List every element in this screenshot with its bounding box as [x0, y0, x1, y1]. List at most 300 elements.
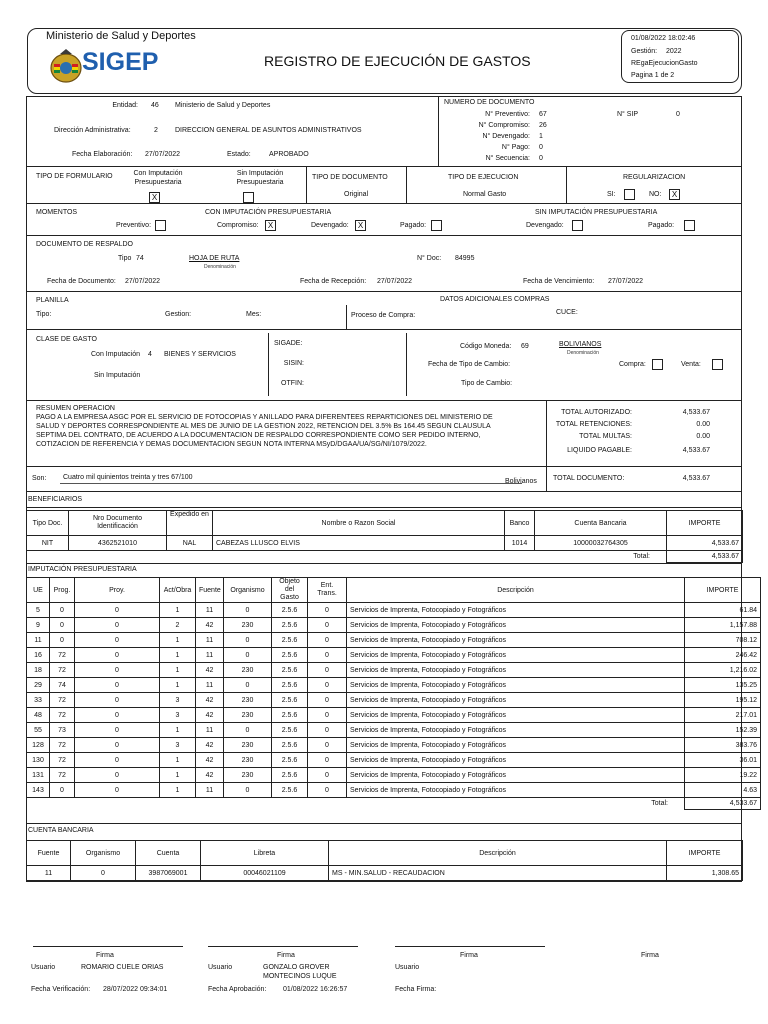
clase-con-code: 4	[148, 351, 152, 358]
son-currency: Bolivianos	[505, 478, 537, 485]
devengado-value: 1	[539, 133, 543, 140]
usuario-label-1: Usuario	[31, 964, 56, 971]
table-row-cell: 55	[27, 723, 50, 738]
total-documento-label: TOTAL DOCUMENTO:	[553, 475, 625, 482]
fecha-aprobacion-label: Fecha Aprobación:	[208, 986, 267, 993]
table-row-cell: 0	[50, 783, 75, 798]
table-row-cell: NAL	[167, 536, 213, 551]
sin-imputacion-label: Sin Imputación Presupuestaria	[236, 170, 284, 186]
fecha-elaboracion-label: Fecha Elaboración:	[72, 151, 133, 158]
total-documento-value: 4,533.67	[682, 475, 710, 482]
table-row-cell: 2.5.6	[272, 708, 308, 723]
table-row-cell: 16	[27, 648, 50, 663]
con-imputacion-title: CON IMPUTACIÓN PRESUPUESTARIA	[205, 209, 332, 216]
secuencia-label: N° Secuencia:	[485, 155, 530, 162]
sin-imputacion-title: SIN IMPUTACIÓN PRESUPUESTARIA	[535, 209, 658, 216]
table-row-cell: 0	[224, 603, 272, 618]
table-row-cell: 0	[224, 723, 272, 738]
table-row-cell: 3987069001	[136, 866, 201, 881]
ben-header-nro: Nro Documento Identificación	[69, 511, 167, 536]
table-row-cell: 0	[224, 648, 272, 663]
table-row-cell: 73	[50, 723, 75, 738]
doc-respaldo-tipo-value: 74	[136, 255, 144, 262]
table-row-cell: 2	[160, 618, 196, 633]
firma-label-3: Firma	[460, 952, 478, 959]
table-row-cell: 72	[50, 708, 75, 723]
table-row-cell: 42	[196, 738, 224, 753]
signature-line-1	[33, 946, 183, 947]
table-row-cell: 72	[50, 738, 75, 753]
doc-respaldo-denominacion: Denominación	[204, 264, 236, 270]
total-multas-value: 0.00	[696, 433, 710, 440]
table-row-cell: Servicios de Imprenta, Fotocopiado y Fotográficos	[347, 603, 685, 618]
table-row-cell: 130	[27, 753, 50, 768]
preventivo-moment-checkbox[interactable]	[155, 220, 166, 231]
entidad-code: 46	[151, 102, 159, 109]
table-row-cell: MS - MIN.SALUD - RECAUDACION	[329, 866, 667, 881]
table-row	[27, 603, 761, 618]
table-row-cell: 11	[196, 783, 224, 798]
table-row-cell: 0	[308, 693, 347, 708]
table-row-cell: 143	[27, 783, 50, 798]
cta-header-libreta: Libreta	[201, 841, 329, 866]
table-row-cell: 00046021109	[201, 866, 329, 881]
table-row-cell: 0	[50, 633, 75, 648]
table-row-cell: 2.5.6	[272, 618, 308, 633]
ben-header-importe: IMPORTE	[667, 511, 743, 536]
table-row-cell: 2.5.6	[272, 738, 308, 753]
firma-label-2: Firma	[277, 952, 295, 959]
total-retenciones-value: 0.00	[696, 421, 710, 428]
cuce-label: CUCE:	[556, 309, 578, 316]
table-row-cell: 10000032764305	[535, 536, 667, 551]
table-row-cell: 29	[27, 678, 50, 693]
table-row-cell: Servicios de Imprenta, Fotocopiado y Fotográficos	[347, 738, 685, 753]
table-row-cell: 48	[27, 708, 50, 723]
table-row	[27, 708, 761, 723]
usuario-label-2: Usuario	[208, 964, 233, 971]
signature-line-3	[395, 946, 545, 947]
table-row-cell: 11	[196, 678, 224, 693]
ben-total-value: 4,533.67	[667, 551, 743, 563]
table-row-cell: 2.5.6	[272, 768, 308, 783]
table-row-cell: 1	[160, 723, 196, 738]
moneda-name: BOLIVIANOS	[559, 341, 602, 348]
table-row-cell: 11	[196, 723, 224, 738]
devengado-moment-checkbox[interactable]: X	[355, 220, 366, 231]
momentos-label: MOMENTOS	[36, 209, 78, 216]
regularizacion-si-checkbox[interactable]	[624, 189, 635, 200]
table-row-cell: Servicios de Imprenta, Fotocopiado y Fotográficos	[347, 768, 685, 783]
resumen-line-2: SALUD Y DEPORTES CORRESPONDIENTE AL MES DE JUNIO DE LA GESTION 2022, RETENCION DEL 3.5% Bs 164.45 SEGUN CLAUSULA	[36, 423, 491, 430]
table-row-cell: 230	[224, 618, 272, 633]
table-row-cell: 42	[196, 768, 224, 783]
table-row-cell: 42	[196, 693, 224, 708]
fecha-documento-value: 27/07/2022	[125, 278, 161, 285]
pago-label: N° Pago:	[501, 144, 530, 151]
clase-con-label: Con Imputación	[91, 351, 141, 358]
table-row-cell: 0	[75, 753, 160, 768]
total-retenciones-label: TOTAL RETENCIONES:	[555, 421, 632, 428]
table-row-cell: Servicios de Imprenta, Fotocopiado y Fotográficos	[347, 783, 685, 798]
cta-header-descripcion: Descripción	[329, 841, 667, 866]
devengado-moment-label: Devengado:	[311, 222, 349, 229]
table-row-cell: 3	[160, 738, 196, 753]
table-row-cell: 3	[160, 693, 196, 708]
firma-label-1: Firma	[96, 952, 114, 959]
ben-header-cuenta: Cuenta Bancaria	[535, 511, 667, 536]
regularizacion-si-label: SI:	[607, 191, 616, 198]
table-row-cell: Servicios de Imprenta, Fotocopiado y Fotográficos	[347, 633, 685, 648]
table-row-cell: 0	[308, 723, 347, 738]
sisin-label: SISIN:	[283, 360, 304, 367]
table-row-cell: 0	[75, 723, 160, 738]
table-row-cell: 230	[224, 663, 272, 678]
table-row	[27, 723, 761, 738]
sin-pagado-checkbox[interactable]	[684, 220, 695, 231]
imp-total-value: 4,533.67	[685, 798, 761, 810]
doc-respaldo-name: HOJA DE RUTA	[189, 255, 240, 262]
table-row-cell: 0	[308, 648, 347, 663]
table-row-cell: 0	[75, 678, 160, 693]
table-row	[27, 768, 761, 783]
fecha-vencimiento-label: Fecha de Vencimiento:	[523, 278, 595, 285]
table-row-cell: 230	[224, 768, 272, 783]
table-row-cell: 0	[71, 866, 136, 881]
sip-label: N° SIP	[617, 111, 639, 118]
table-row-cell: 2.5.6	[272, 648, 308, 663]
resumen-line-1: PAGO A LA EMPRESA ASGC POR EL SERVICIO DE FOTOCOPIAS Y ANILLADO PARA DIFERENTEES REPARTICIONES DEL MINISTERIO DE	[36, 414, 493, 421]
regularizacion-no-label: NO:	[649, 191, 662, 198]
table-row-cell: 19.22	[685, 768, 761, 783]
table-row-cell: 195.12	[685, 693, 761, 708]
gestion-value: 2022	[666, 48, 682, 55]
fecha-elaboracion-value: 27/07/2022	[145, 151, 181, 158]
table-row-cell: 135.25	[685, 678, 761, 693]
table-row-cell: 230	[224, 738, 272, 753]
doc-respaldo-tipo-label: Tipo	[118, 255, 132, 262]
table-row	[27, 738, 761, 753]
ben-header-tipo: Tipo Doc.	[27, 511, 69, 536]
table-row-cell: 0	[308, 738, 347, 753]
table-row-cell: 72	[50, 663, 75, 678]
fecha-documento-label: Fecha de Documento:	[47, 278, 116, 285]
table-row-cell: 0	[308, 783, 347, 798]
table-row-cell: 1014	[505, 536, 535, 551]
table-row-cell: 708.12	[685, 633, 761, 648]
usuario-name-2a: GONZALO GROVER	[263, 964, 330, 971]
total-autorizado-label: TOTAL AUTORIZADO:	[561, 409, 632, 416]
table-row-cell: 0	[308, 633, 347, 648]
table-row-cell: Servicios de Imprenta, Fotocopiado y Fotográficos	[347, 648, 685, 663]
table-row	[27, 783, 761, 798]
table-row-cell: 230	[224, 753, 272, 768]
table-row-cell: 0	[75, 603, 160, 618]
table-row-cell: Servicios de Imprenta, Fotocopiado y Fotográficos	[347, 678, 685, 693]
estado-value: APROBADO	[269, 151, 309, 158]
fecha-firma-label: Fecha Firma:	[395, 986, 437, 993]
otfin-label: OTFIN:	[281, 380, 304, 387]
ndoc-label: N° Doc:	[417, 255, 442, 262]
fecha-aprobacion-value: 01/08/2022 16:26:57	[283, 986, 348, 993]
venta-checkbox[interactable]	[712, 359, 723, 370]
entidad-label: Entidad:	[112, 102, 138, 109]
table-row-cell: 1	[160, 648, 196, 663]
resumen-label: RESUMEN OPERACION	[36, 405, 115, 412]
table-row-cell: 1	[160, 678, 196, 693]
compra-checkbox[interactable]	[652, 359, 663, 370]
table-row-cell: 42	[196, 753, 224, 768]
table-row-cell: 0	[75, 618, 160, 633]
beneficiarios-label: BENEFICIARIOS	[28, 496, 83, 503]
con-imputacion-checkbox[interactable]: X	[149, 192, 160, 203]
table-row-cell: 4362521010	[69, 536, 167, 551]
son-value: Cuatro mil quinientos treinta y tres 67/100	[63, 474, 193, 481]
table-row-cell: 1,308.65	[667, 866, 743, 881]
report-title: REGISTRO DE EJECUCIÓN DE GASTOS	[264, 53, 531, 69]
table-row-cell: 72	[50, 753, 75, 768]
planilla-label: PLANILLA	[36, 297, 69, 304]
sin-pagado-label: Pagado:	[648, 222, 675, 229]
table-row-cell: 0	[224, 783, 272, 798]
dir-admin-name: DIRECCION GENERAL DE ASUNTOS ADMINISTRATIVOS	[175, 127, 362, 134]
table-row-cell: 0	[75, 783, 160, 798]
table-row-cell: 0	[50, 603, 75, 618]
table-row-cell: 2.5.6	[272, 663, 308, 678]
table-row-cell: Servicios de Imprenta, Fotocopiado y Fotográficos	[347, 618, 685, 633]
table-row-cell: Servicios de Imprenta, Fotocopiado y Fotográficos	[347, 693, 685, 708]
secuencia-value: 0	[539, 155, 543, 162]
imp-header-descripcion: Descripción	[347, 578, 685, 603]
regularizacion-no-checkbox[interactable]: X	[669, 189, 680, 200]
page-number: Pagina 1 de 2	[631, 72, 675, 79]
gestion-label: Gestión:	[631, 48, 658, 55]
sin-devengado-label: Devengado:	[526, 222, 564, 229]
table-row-cell: 0	[50, 618, 75, 633]
ben-total-label: Total:	[27, 551, 667, 563]
table-row-cell: Servicios de Imprenta, Fotocopiado y Fotográficos	[347, 708, 685, 723]
clase-con-value: BIENES Y SERVICIOS	[164, 351, 236, 358]
tipo-cambio-label: Tipo de Cambio:	[461, 380, 513, 387]
clase-sin-label: Sin Imputación	[94, 372, 141, 379]
dir-admin-code: 2	[154, 127, 158, 134]
resumen-line-3: SEPTIMA DEL CONTRATO, DE ACUERDO A LA DOCUMENTACION DE RESPALDO CORRESPONDIENTE COMO SER PEDIDO INTERNO,	[36, 432, 481, 439]
report-datetime: 01/08/2022 18:02:46	[631, 35, 696, 42]
pago-value: 0	[539, 144, 543, 151]
table-row-cell: 2.5.6	[272, 633, 308, 648]
ben-header-expedido: Expedido en	[167, 511, 213, 536]
table-row-cell: 246.42	[685, 648, 761, 663]
compromiso-label: N° Compromiso:	[478, 122, 530, 129]
table-row	[27, 648, 761, 663]
fecha-vencimiento-value: 27/07/2022	[608, 278, 644, 285]
ndoc-value: 84995	[455, 255, 475, 262]
table-row-cell: 0	[75, 708, 160, 723]
table-row-cell: 42	[196, 663, 224, 678]
table-row-cell: 2.5.6	[272, 693, 308, 708]
total-multas-label: TOTAL MULTAS:	[579, 433, 632, 440]
liquido-pagable-label: LIQUIDO PAGABLE:	[567, 447, 632, 454]
table-row	[27, 618, 761, 633]
fecha-verificacion-value: 28/07/2022 09:34:01	[103, 986, 168, 993]
tipo-ejecucion-value: Normal Gasto	[463, 191, 507, 198]
fecha-verificacion-label: Fecha Verificación:	[31, 986, 91, 993]
table-row-cell: 0	[75, 693, 160, 708]
cuenta-bancaria-label: CUENTA BANCARIA	[28, 827, 94, 834]
sigade-label: SIGADE:	[274, 340, 303, 347]
table-row-cell: 0	[308, 618, 347, 633]
cta-header-organismo: Organismo	[71, 841, 136, 866]
table-row-cell: 4.63	[685, 783, 761, 798]
planilla-mes-label: Mes:	[246, 311, 262, 318]
fecha-recepcion-label: Fecha de Recepción:	[300, 278, 367, 285]
table-row-cell: 0	[75, 768, 160, 783]
table-row-cell: 2.5.6	[272, 723, 308, 738]
table-row-cell: 230	[224, 693, 272, 708]
table-row-cell: 11	[196, 633, 224, 648]
cta-header-cuenta: Cuenta	[136, 841, 201, 866]
imp-header-objeto: Objeto del Gasto	[272, 578, 308, 603]
table-row-cell: 131	[27, 768, 50, 783]
imp-total-label: Total:	[27, 798, 685, 810]
resumen-line-4: COTIZACION DE REFERENCIA Y DEMAS DOCUMENTACION SEGUN NOTA INTERNA MSyD/DGAA/UA/SG/NI/1079/2022.	[36, 441, 427, 448]
table-row-cell: 1	[160, 753, 196, 768]
imp-header-fuente: Fuente	[196, 578, 224, 603]
table-row-cell: 61.84	[685, 603, 761, 618]
table-row-cell: 0	[308, 768, 347, 783]
table-row-cell: 1	[160, 783, 196, 798]
table-row-cell: 1	[160, 663, 196, 678]
compromiso-moment-checkbox[interactable]: X	[265, 220, 276, 231]
table-row-cell: 0	[75, 738, 160, 753]
table-row-cell: 0	[308, 663, 347, 678]
table-row-cell: 42	[196, 708, 224, 723]
table-row-cell: 1,157.88	[685, 618, 761, 633]
imputacion-table	[26, 577, 761, 810]
ministry-name: Ministerio de Salud y Deportes	[46, 30, 196, 42]
pagado-moment-checkbox[interactable]	[431, 220, 442, 231]
table-row-cell: 0	[224, 633, 272, 648]
datos-compras-label: DATOS ADICIONALES COMPRAS	[440, 296, 550, 303]
imp-header-act: Act/Obra	[160, 578, 196, 603]
compromiso-moment-label: Compromiso:	[217, 222, 259, 229]
imp-header-prog: Prog.	[50, 578, 75, 603]
table-row-cell: 217.01	[685, 708, 761, 723]
sin-devengado-checkbox[interactable]	[572, 220, 583, 231]
cta-header-fuente: Fuente	[27, 841, 71, 866]
table-row-cell: 2.5.6	[272, 603, 308, 618]
tipo-documento-label: TIPO DE DOCUMENTO	[312, 174, 388, 181]
imp-header-organismo: Organismo	[224, 578, 272, 603]
signature-line-2	[208, 946, 358, 947]
moneda-label: Código Moneda:	[460, 343, 512, 350]
table-row-cell: 72	[50, 648, 75, 663]
table-row-cell: 33	[27, 693, 50, 708]
fecha-tipo-cambio-label: Fecha de Tipo de Cambio:	[428, 361, 511, 368]
table-row-cell: 2.5.6	[272, 783, 308, 798]
table-row	[27, 633, 761, 648]
preventivo-moment-label: Preventivo:	[116, 222, 152, 229]
table-row	[27, 753, 761, 768]
table-row-cell: 152.39	[685, 723, 761, 738]
table-row-cell: 18	[27, 663, 50, 678]
liquido-pagable-value: 4,533.67	[682, 447, 710, 454]
tipo-documento-value: Original	[344, 191, 369, 198]
entidad-name: Ministerio de Salud y Deportes	[175, 102, 271, 109]
table-row-cell: 72	[50, 768, 75, 783]
table-row-cell: 383.76	[685, 738, 761, 753]
table-row-cell: 72	[50, 693, 75, 708]
estado-label: Estado:	[227, 151, 251, 158]
sip-value: 0	[676, 111, 680, 118]
table-row-cell: Servicios de Imprenta, Fotocopiado y Fotográficos	[347, 723, 685, 738]
son-label: Son:	[32, 475, 47, 482]
regularizacion-label: REGULARIZACION	[623, 174, 686, 181]
report-name: REgaEjecucionGasto	[631, 60, 698, 67]
usuario-name-2b: MONTECINOS LUQUE	[263, 973, 337, 980]
table-row-cell: 128	[27, 738, 50, 753]
table-row-cell: Servicios de Imprenta, Fotocopiado y Fotográficos	[347, 753, 685, 768]
table-row	[27, 678, 761, 693]
imp-header-ent: Ent. Trans.	[308, 578, 347, 603]
table-row-cell: 230	[224, 708, 272, 723]
planilla-tipo-label: Tipo:	[36, 311, 52, 318]
table-row-cell: 1	[160, 768, 196, 783]
moneda-code: 69	[521, 343, 529, 350]
dir-admin-label: Dirección Administrativa:	[54, 127, 131, 134]
ben-header-nombre: Nombre o Razon Social	[213, 511, 505, 536]
ben-header-banco: Banco	[505, 511, 535, 536]
pagado-moment-label: Pagado:	[400, 222, 427, 229]
usuario-name-1: ROMARIO CUELE ORIAS	[81, 964, 164, 971]
table-row-cell: 36.01	[685, 753, 761, 768]
moneda-denominacion: Denominación	[567, 350, 599, 356]
table-row-cell: 1	[160, 603, 196, 618]
table-row-cell: 0	[75, 648, 160, 663]
table-row	[27, 693, 761, 708]
table-row	[27, 663, 761, 678]
table-row-cell: 1,216.02	[685, 663, 761, 678]
preventivo-label: N° Preventivo:	[485, 111, 530, 118]
imp-header-proy: Proy.	[75, 578, 160, 603]
table-row-cell: 11	[27, 866, 71, 881]
table-row-cell: 11	[196, 603, 224, 618]
numero-doc-title: NUMERO DE DOCUMENTO	[444, 99, 535, 106]
preventivo-value: 67	[539, 111, 547, 118]
total-autorizado-value: 4,533.67	[682, 409, 710, 416]
doc-respaldo-label: DOCUMENTO DE RESPALDO	[36, 241, 133, 248]
cta-header-importe: IMPORTE	[667, 841, 743, 866]
fecha-recepcion-value: 27/07/2022	[377, 278, 413, 285]
proceso-compra-label: Proceso de Compra:	[351, 312, 416, 319]
table-row-cell: 0	[75, 663, 160, 678]
table-row-cell: 2.5.6	[272, 678, 308, 693]
table-row-cell: CABEZAS LLUSCO ELVIS	[213, 536, 505, 551]
table-row-cell: 2.5.6	[272, 753, 308, 768]
sin-imputacion-checkbox[interactable]	[243, 192, 254, 203]
table-row-cell: 9	[27, 618, 50, 633]
table-row-cell: 1	[160, 633, 196, 648]
table-row-cell: NIT	[27, 536, 69, 551]
firma-label-4: Firma	[641, 952, 659, 959]
venta-label: Venta:	[681, 361, 701, 368]
table-row-cell: 0	[308, 708, 347, 723]
planilla-gestion-label: Gestion:	[165, 311, 192, 318]
table-row-cell: 74	[50, 678, 75, 693]
usuario-label-3: Usuario	[395, 964, 420, 971]
compra-label: Compra:	[619, 361, 646, 368]
devengado-label: N° Devengado:	[482, 133, 530, 140]
